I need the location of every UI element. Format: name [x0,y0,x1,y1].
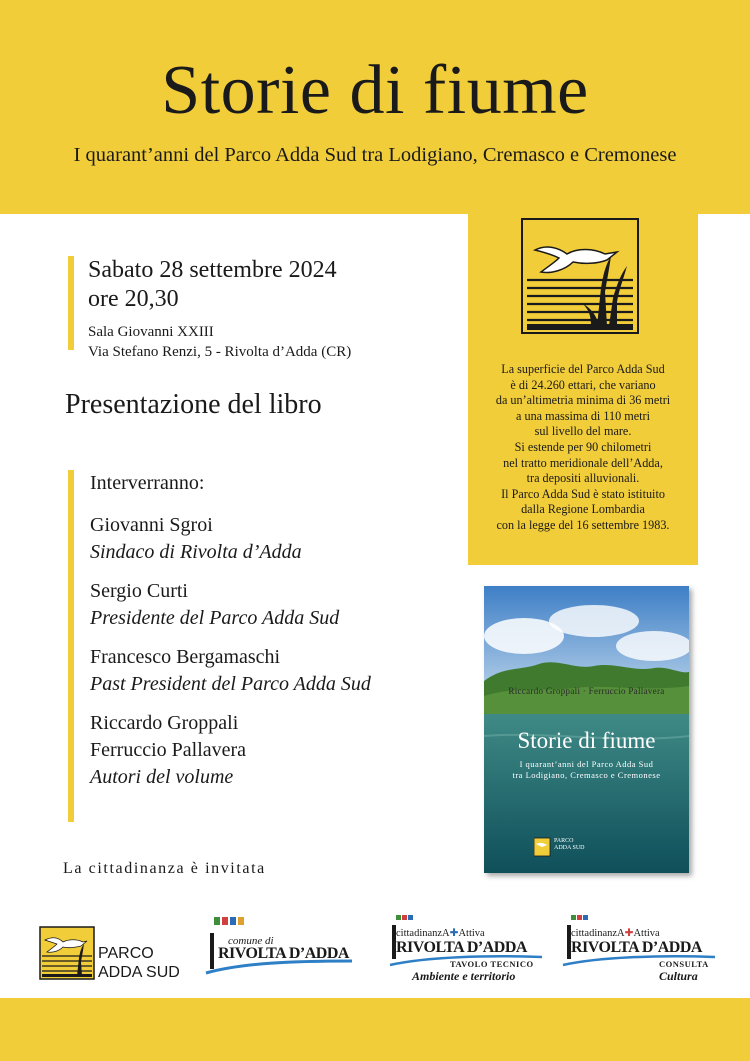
cittadinanza-label: cittadinanzA✚Attiva [396,928,485,939]
speaker-item [90,512,460,566]
speakers-accent-bar [68,470,74,822]
book-logo-text: PARCO ADDA SUD [554,838,585,851]
speaker-role: Presidente del Parco Adda Sud [90,607,340,629]
comune-swoosh [202,927,352,977]
event-venue: Sala Giovanni XXIII [88,324,214,340]
invitation-note: La cittadinanza è invitata [63,860,266,877]
book-cover [484,586,689,873]
comune-rivolta-logo: comune di RIVOLTA D’ADDA [200,915,360,987]
event-details [88,256,458,362]
speaker-role: Past President del Parco Adda Sud [90,673,371,695]
parco-adda-sud-footer-emblem [39,926,95,980]
event-accent-bar [68,256,74,350]
speaker-item [90,710,460,791]
speaker-name: Riccardo Groppali [90,712,239,734]
cittadinanza-swoosh [559,915,715,971]
cittadinanza-attiva-ambiente-logo: cittadinanzA✚Attiva RIVOLTA D’ADDA TAVOLO TECNICO Ambiente e territorio [382,915,542,987]
speaker-item [90,644,460,698]
event-address: Via Stefano Renzi, 5 - Rivolta d’Adda (CR) [88,344,352,360]
book-subtitle: I quarant’anni del Parco Adda Sud tra Lodigiano, Cremasco e Cremonese [512,759,661,780]
speakers-list [90,470,460,803]
presentation-heading: Presentazione del libro [65,389,322,420]
parco-adda-sud-logo [521,218,639,334]
speaker-name: Giovanni Sgroi [90,514,213,536]
event-time: ore 20,30 [88,286,179,312]
speaker-name: Francesco Bergamaschi [90,646,281,668]
book-title: Storie di fiume [517,728,656,753]
poster-subtitle: I quarant’anni del Parco Adda Sud tra Lodigiano, Cremasco e Cremonese [73,144,677,166]
speaker-role: Sindaco di Rivolta d’Adda [90,541,302,563]
speaker-role: Autori del volume [90,766,234,788]
speaker-name: Ferruccio Pallavera [90,739,247,761]
cittadinanza-label: cittadinanzA✚Attiva [571,928,660,939]
park-info-text: La superficie del Parco Adda Sud è di 24.260 ettari, che variano da un’altimetria minima di 36 metri a una massima di 110 metri sul livello del mare. Si estende per 90 chilometri nel tratto meridionale dell’Adda, tra depositi alluvionali. Il Parco Adda Sud è stato istituito dalla Regione Lombardia con la legge del 16 settembre 1983. [495,362,671,532]
event-date: Sabato 28 settembre 2024 [88,257,337,283]
speaker-name: Sergio Curti [90,580,188,602]
cittadinanza-swoosh [386,915,542,971]
poster-title: Storie di fiume [161,52,589,129]
speaker-item [90,578,460,632]
cittadinanza-attiva-cultura-logo: cittadinanzA✚Attiva RIVOLTA D’ADDA CONSULTA Cultura [555,915,715,987]
speakers-intro: Interverranno: [90,472,205,494]
footer-band [0,998,750,1061]
book-authors: Riccardo Groppali · Ferruccio Pallavera [508,686,665,696]
parco-adda-sud-footer-text: PARCO ADDA SUD [98,945,180,981]
